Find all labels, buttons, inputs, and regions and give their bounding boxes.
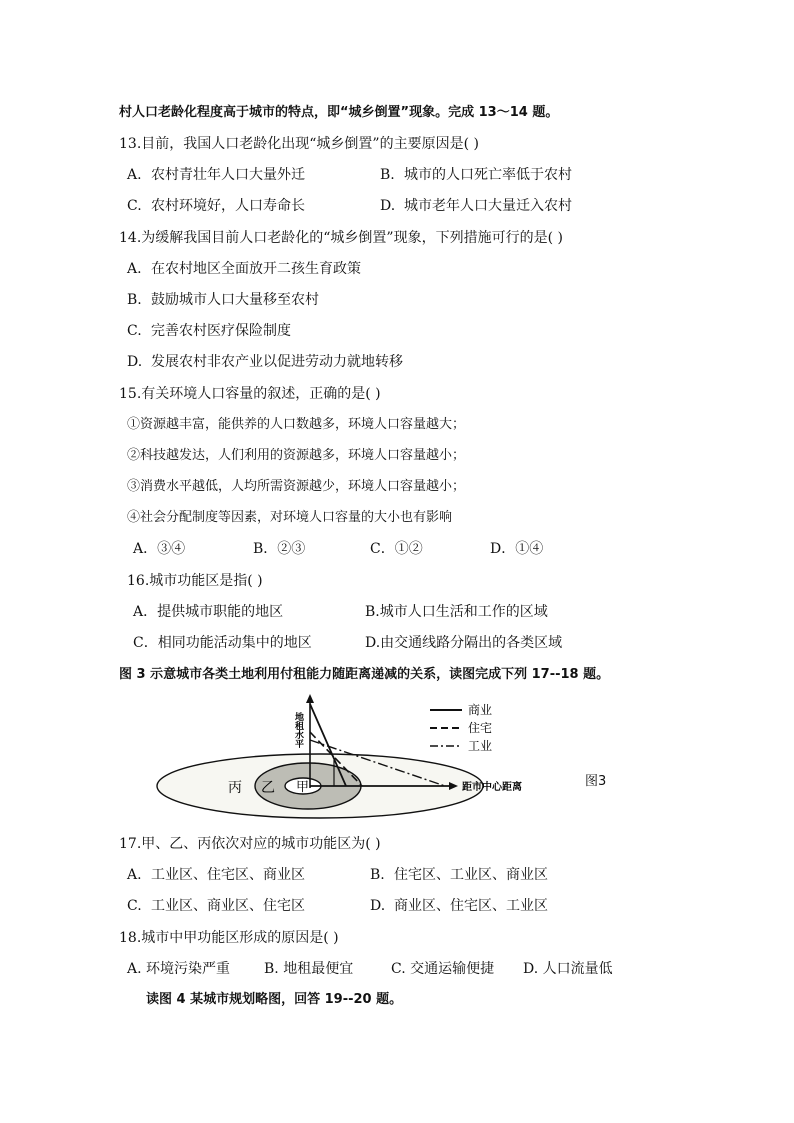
legend-residential-label: 住宅 bbox=[468, 721, 493, 735]
figure-3-caption: 图3 bbox=[585, 774, 607, 789]
q13-option-a[interactable] bbox=[127, 166, 305, 184]
q16-stem: 16.城市功能区是指( ) bbox=[127, 573, 263, 589]
y-axis-label: 地租水平 bbox=[293, 712, 303, 748]
q13-option-a-text: 农村青壮年人口大量外迁 bbox=[151, 167, 305, 183]
q14-option-b-letter: B. bbox=[127, 292, 142, 308]
zone-label-jia: 甲 bbox=[296, 780, 310, 795]
q13-option-d-text: 城市老年人口大量迁入农村 bbox=[404, 198, 572, 214]
q14-option-c[interactable] bbox=[127, 322, 291, 340]
q14-option-a[interactable] bbox=[127, 260, 361, 278]
q14-option-d-text: 发展农村非农产业以促进劳动力就地转移 bbox=[151, 354, 403, 370]
q15-option-d[interactable]: D．①④ bbox=[490, 541, 544, 557]
intro-text: 村人口老龄化程度高于城市的特点，即“城乡倒置”现象。完成 13～14 题。 bbox=[119, 105, 559, 120]
q17-option-c[interactable] bbox=[127, 897, 305, 915]
outro-text: 读图 4 某城市规划略图，回答 19--20 题。 bbox=[146, 992, 403, 1007]
q13-option-d[interactable] bbox=[380, 197, 572, 215]
q14-option-b[interactable] bbox=[127, 291, 319, 309]
q13-option-c-letter: C. bbox=[127, 198, 142, 214]
y-axis-arrow bbox=[306, 694, 314, 703]
q16-option-b[interactable]: B.城市人口生活和工作的区域 bbox=[365, 604, 548, 620]
q17-option-c-text: 工业区、商业区、住宅区 bbox=[151, 898, 305, 914]
q15-option-b[interactable]: B．②③ bbox=[253, 541, 306, 557]
q17-option-b-text: 住宅区、工业区、商业区 bbox=[394, 867, 548, 883]
q18-option-b[interactable]: B. 地租最便宜 bbox=[264, 961, 354, 977]
legend-industrial-label: 工业 bbox=[468, 739, 493, 753]
q13-option-b-text: 城市的人口死亡率低于农村 bbox=[404, 167, 572, 183]
q14-option-c-text: 完善农村医疗保险制度 bbox=[151, 323, 291, 339]
x-axis-label: 距市中心距离 bbox=[462, 782, 522, 793]
q18-stem: 18.城市中甲功能区形成的原因是( ) bbox=[119, 930, 339, 946]
q17-option-b[interactable] bbox=[370, 866, 548, 884]
q13-option-b[interactable] bbox=[380, 166, 572, 184]
q17-option-a-text: 工业区、住宅区、商业区 bbox=[151, 867, 305, 883]
q13-option-b-letter: B. bbox=[380, 167, 395, 183]
q15-option-c[interactable]: C．①② bbox=[370, 541, 423, 557]
q15-statement-4: ④社会分配制度等因素，对环境人口容量的大小也有影响 bbox=[127, 510, 453, 525]
q13-option-c[interactable] bbox=[127, 197, 305, 215]
q17-option-d-letter: D. bbox=[370, 898, 386, 914]
q18-option-d[interactable]: D. 人口流量低 bbox=[523, 961, 613, 977]
q15-statement-1: ①资源越丰富，能供养的人口数越多，环境人口容量越大； bbox=[127, 417, 466, 432]
q18-option-a[interactable]: A. 环境污染严重 bbox=[127, 961, 231, 977]
q15-statement-2: ②科技越发达，人们利用的资源越多，环境人口容量越小； bbox=[127, 448, 466, 463]
figure-intro-text: 图 3 示意城市各类土地利用付租能力随距离递减的关系，读图完成下列 17--18 题。 bbox=[119, 667, 610, 682]
q14-option-c-letter: C. bbox=[127, 323, 142, 339]
q17-option-c-letter: C. bbox=[127, 898, 142, 914]
zone-label-yi: 乙 bbox=[261, 780, 275, 796]
q14-option-b-text: 鼓励城市人口大量移至农村 bbox=[151, 292, 319, 308]
q14-option-a-text: 在农村地区全面放开二孩生育政策 bbox=[151, 261, 361, 277]
q17-stem: 17.甲、乙、丙依次对应的城市功能区为( ) bbox=[119, 836, 381, 852]
q14-option-d[interactable] bbox=[127, 353, 403, 371]
q13-option-d-letter: D. bbox=[380, 198, 396, 214]
q17-option-d-text: 商业区、住宅区、工业区 bbox=[394, 898, 548, 914]
q15-option-a[interactable]: A．③④ bbox=[133, 541, 186, 557]
q13-stem: 13.目前，我国人口老龄化出现“城乡倒置”的主要原因是( ) bbox=[119, 136, 479, 152]
q14-option-d-letter: D. bbox=[127, 354, 143, 370]
q14-option-a-letter: A. bbox=[127, 261, 142, 277]
legend-commerce-label: 商业 bbox=[468, 703, 493, 717]
q17-option-b-letter: B. bbox=[370, 867, 385, 883]
figure-3-diagram bbox=[150, 692, 620, 820]
q15-stem: 15.有关环境人口容量的叙述，正确的是( ) bbox=[119, 386, 381, 402]
q14-stem: 14.为缓解我国目前人口老龄化的“城乡倒置”现象，下列措施可行的是( ) bbox=[119, 230, 563, 246]
zone-label-bing: 丙 bbox=[228, 780, 242, 796]
q16-option-c[interactable]: C．相同功能活动集中的地区 bbox=[133, 635, 312, 651]
q17-option-a-letter: A. bbox=[127, 867, 142, 883]
q16-option-a[interactable]: A．提供城市职能的地区 bbox=[133, 604, 284, 620]
q18-option-c[interactable]: C. 交通运输便捷 bbox=[391, 961, 495, 977]
q16-option-d[interactable]: D.由交通线路分隔出的各类区域 bbox=[365, 635, 563, 651]
q13-option-a-letter: A. bbox=[127, 167, 142, 183]
q13-option-c-text: 农村环境好，人口寿命长 bbox=[151, 198, 305, 214]
q17-option-d[interactable] bbox=[370, 897, 548, 915]
q15-statement-3: ③消费水平越低，人均所需资源越少，环境人口容量越小； bbox=[127, 479, 466, 494]
q17-option-a[interactable] bbox=[127, 866, 305, 884]
